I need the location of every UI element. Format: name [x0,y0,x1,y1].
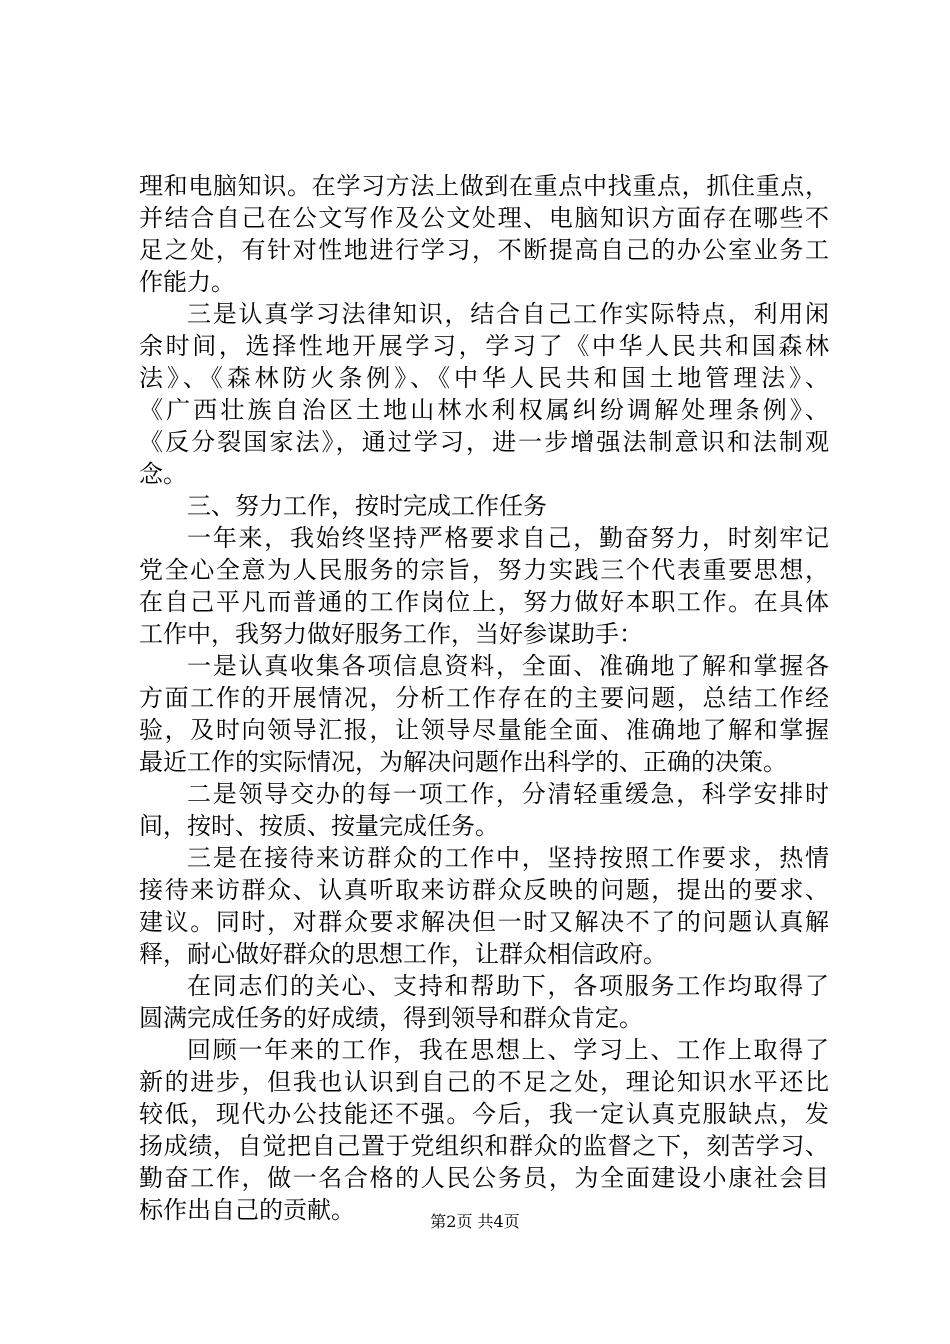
text-line: 在自己平凡而普通的工作岗位上，努力做好本职工作。在具体 [139,588,829,616]
text-line: 圆满完成任务的好成绩，得到领导和群众肯定。 [139,1004,643,1032]
text-line: 工作中，我努力做好服务工作，当好参谋助手： [139,620,643,648]
text-line: 勤奋工作，做一名合格的人民公务员，为全面建设小康社会目 [139,1164,829,1192]
text-line: 在同志们的关心、支持和帮助下，各项服务工作均取得了 [187,972,829,1000]
text-line: 验，及时向领导汇报，让领导尽量能全面、准确地了解和掌握 [139,716,829,744]
text-line: 念。 [139,460,187,488]
text-line: 足之处，有针对性地进行学习，不断提高自己的办公室业务工 [139,236,829,264]
text-line: 并结合自己在公文写作及公文处理、电脑知识方面存在哪些不 [139,204,829,232]
text-line: 较低，现代办公技能还不强。今后，我一定认真克服缺点，发 [139,1100,829,1128]
text-line: 接待来访群众、认真听取来访群众反映的问题，提出的要求、 [139,876,829,904]
text-line: 释，耐心做好群众的思想工作，让群众相信政府。 [139,940,667,968]
text-line: 法》、《森林防火条例》、《中华人民共和国土地管理法》、 [139,364,829,392]
text-line: 党全心全意为人民服务的宗旨，努力实践三个代表重要思想， [139,556,829,584]
text-line: 新的进步，但我也认识到自己的不足之处，理论知识水平还比 [139,1068,829,1096]
text-line: 三是认真学习法律知识，结合自己工作实际特点，利用闲 [187,300,829,328]
text-line: 作能力。 [139,268,235,296]
text-line: 建议。同时，对群众要求解决但一时又解决不了的问题认真解 [139,908,829,936]
text-line: 余时间，选择性地开展学习，学习了《中华人民共和国森林 [139,332,829,360]
text-line: 间，按时、按质、按量完成任务。 [139,812,499,840]
page-footer: 第2页 共4页 [430,1212,520,1231]
text-line: 回顾一年来的工作，我在思想上、学习上、工作上取得了 [187,1036,829,1064]
document-body [139,170,829,1226]
text-line: 扬成绩，自觉把自己置于党组织和群众的监督之下，刻苦学习、 [139,1132,829,1160]
text-line: 三是在接待来访群众的工作中，坚持按照工作要求，热情 [187,844,829,872]
text-line: 一是认真收集各项信息资料，全面、准确地了解和掌握各 [187,652,829,680]
text-line: 一年来，我始终坚持严格要求自己，勤奋努力，时刻牢记 [187,524,829,552]
text-line: 三、努力工作，按时完成工作任务 [187,492,547,520]
text-line: 最近工作的实际情况，为解决问题作出科学的、正确的决策。 [139,748,787,776]
text-line: 理和电脑知识。在学习方法上做到在重点中找重点，抓住重点， [139,172,829,200]
text-line: 标作出自己的贡献。 [139,1196,355,1224]
text-line: 《反分裂国家法》，通过学习，进一步增强法制意识和法制观 [139,428,829,456]
text-line: 《广西壮族自治区土地山林水利权属纠纷调解处理条例》、 [139,396,829,424]
text-line: 二是领导交办的每一项工作，分清轻重缓急，科学安排时 [187,780,829,808]
text-line: 方面工作的开展情况，分析工作存在的主要问题，总结工作经 [139,684,829,712]
